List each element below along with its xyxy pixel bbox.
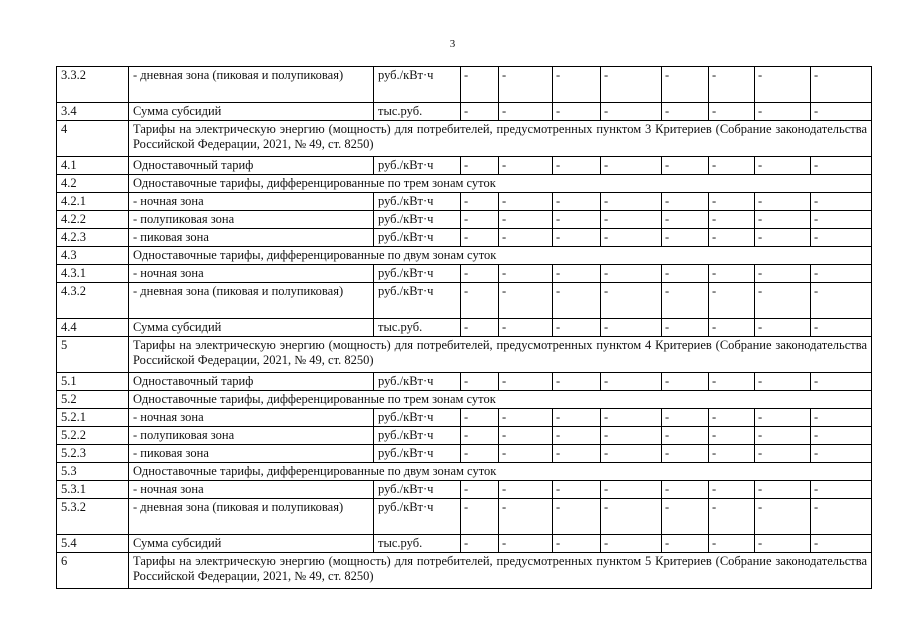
value-cell: - xyxy=(811,67,872,103)
row-unit: руб./кВт·ч xyxy=(374,265,461,283)
value-cell: - xyxy=(709,157,755,175)
value-cell: - xyxy=(755,535,811,553)
section-title: Тарифы на электрическую энергию (мощность) для потребителей, предусмотренных пунктом 4 Критериев (Собрание законодательства Российской Федерации, 2021, № 49, ст. 8250) xyxy=(129,337,872,373)
table-row xyxy=(57,103,872,121)
value-cell: - xyxy=(811,103,872,121)
value-cell: - xyxy=(662,103,709,121)
value-cell: - xyxy=(662,283,709,319)
row-name: - полупиковая зона xyxy=(129,211,374,229)
row-number: 4 xyxy=(57,121,129,157)
value-cell: - xyxy=(601,535,662,553)
row-number: 5.3.1 xyxy=(57,481,129,499)
row-unit: руб./кВт·ч xyxy=(374,67,461,103)
value-cell: - xyxy=(811,445,872,463)
row-unit: руб./кВт·ч xyxy=(374,211,461,229)
value-cell: - xyxy=(755,481,811,499)
value-cell: - xyxy=(662,193,709,211)
page-number: 3 xyxy=(449,38,456,50)
value-cell: - xyxy=(601,103,662,121)
table-row xyxy=(57,481,872,499)
section-row xyxy=(57,175,872,193)
row-unit: тыс.руб. xyxy=(374,103,461,121)
value-cell: - xyxy=(601,409,662,427)
value-cell: - xyxy=(755,373,811,391)
row-name: - ночная зона xyxy=(129,481,374,499)
table-row xyxy=(57,319,872,337)
value-cell: - xyxy=(755,319,811,337)
value-cell: - xyxy=(755,409,811,427)
value-cell: - xyxy=(811,427,872,445)
row-number: 4.2.2 xyxy=(57,211,129,229)
value-cell: - xyxy=(662,373,709,391)
row-name: - ночная зона xyxy=(129,409,374,427)
value-cell: - xyxy=(811,373,872,391)
value-cell: - xyxy=(499,211,553,229)
section-row xyxy=(57,337,872,373)
row-number: 6 xyxy=(57,553,129,589)
value-cell: - xyxy=(499,67,553,103)
value-cell: - xyxy=(499,445,553,463)
row-name: - пиковая зона xyxy=(129,229,374,247)
value-cell: - xyxy=(601,229,662,247)
section-row xyxy=(57,463,872,481)
value-cell: - xyxy=(601,67,662,103)
row-name: Сумма субсидий xyxy=(129,103,374,121)
value-cell: - xyxy=(709,445,755,463)
value-cell: - xyxy=(461,211,499,229)
row-number: 5.2 xyxy=(57,391,129,409)
tariff-table xyxy=(56,66,872,589)
table-row xyxy=(57,193,872,211)
value-cell: - xyxy=(755,157,811,175)
table-row xyxy=(57,499,872,535)
value-cell: - xyxy=(755,265,811,283)
row-unit: руб./кВт·ч xyxy=(374,427,461,445)
value-cell: - xyxy=(553,67,601,103)
row-number: 4.3.2 xyxy=(57,283,129,319)
value-cell: - xyxy=(461,373,499,391)
value-cell: - xyxy=(709,427,755,445)
row-unit: руб./кВт·ч xyxy=(374,445,461,463)
row-unit: руб./кВт·ч xyxy=(374,193,461,211)
section-title: Одноставочные тарифы, дифференцированные по двум зонам суток xyxy=(129,463,872,481)
value-cell: - xyxy=(461,535,499,553)
row-number: 4.3 xyxy=(57,247,129,265)
value-cell: - xyxy=(553,229,601,247)
value-cell: - xyxy=(461,229,499,247)
value-cell: - xyxy=(662,211,709,229)
value-cell: - xyxy=(755,283,811,319)
section-row xyxy=(57,391,872,409)
value-cell: - xyxy=(553,193,601,211)
section-row xyxy=(57,121,872,157)
value-cell: - xyxy=(662,427,709,445)
value-cell: - xyxy=(553,427,601,445)
value-cell: - xyxy=(709,67,755,103)
value-cell: - xyxy=(553,283,601,319)
row-unit: руб./кВт·ч xyxy=(374,229,461,247)
value-cell: - xyxy=(499,283,553,319)
value-cell: - xyxy=(601,373,662,391)
value-cell: - xyxy=(601,193,662,211)
value-cell: - xyxy=(662,319,709,337)
section-title: Одноставочные тарифы, дифференцированные по трем зонам суток xyxy=(129,175,872,193)
value-cell: - xyxy=(553,499,601,535)
value-cell: - xyxy=(709,481,755,499)
value-cell: - xyxy=(709,193,755,211)
row-number: 5.4 xyxy=(57,535,129,553)
value-cell: - xyxy=(499,373,553,391)
section-row xyxy=(57,247,872,265)
value-cell: - xyxy=(755,229,811,247)
value-cell: - xyxy=(811,193,872,211)
row-unit: руб./кВт·ч xyxy=(374,499,461,535)
value-cell: - xyxy=(553,211,601,229)
row-number: 5.3 xyxy=(57,463,129,481)
row-number: 5.3.2 xyxy=(57,499,129,535)
value-cell: - xyxy=(461,409,499,427)
value-cell: - xyxy=(709,535,755,553)
row-number: 4.1 xyxy=(57,157,129,175)
value-cell: - xyxy=(662,481,709,499)
value-cell: - xyxy=(755,427,811,445)
table-row xyxy=(57,265,872,283)
row-unit: руб./кВт·ч xyxy=(374,481,461,499)
table-row xyxy=(57,229,872,247)
value-cell: - xyxy=(662,535,709,553)
value-cell: - xyxy=(811,229,872,247)
value-cell: - xyxy=(499,103,553,121)
value-cell: - xyxy=(499,229,553,247)
table-row xyxy=(57,535,872,553)
value-cell: - xyxy=(811,409,872,427)
row-name: Сумма субсидий xyxy=(129,535,374,553)
value-cell: - xyxy=(709,229,755,247)
value-cell: - xyxy=(811,157,872,175)
value-cell: - xyxy=(461,499,499,535)
value-cell: - xyxy=(601,427,662,445)
value-cell: - xyxy=(601,157,662,175)
value-cell: - xyxy=(601,211,662,229)
value-cell: - xyxy=(811,265,872,283)
value-cell: - xyxy=(709,211,755,229)
value-cell: - xyxy=(499,535,553,553)
row-name: - ночная зона xyxy=(129,193,374,211)
value-cell: - xyxy=(461,157,499,175)
value-cell: - xyxy=(755,445,811,463)
value-cell: - xyxy=(811,535,872,553)
value-cell: - xyxy=(662,445,709,463)
value-cell: - xyxy=(662,265,709,283)
value-cell: - xyxy=(461,427,499,445)
value-cell: - xyxy=(662,157,709,175)
row-number: 3.4 xyxy=(57,103,129,121)
value-cell: - xyxy=(811,481,872,499)
value-cell: - xyxy=(461,283,499,319)
value-cell: - xyxy=(553,373,601,391)
row-name: Сумма субсидий xyxy=(129,319,374,337)
row-name: - дневная зона (пиковая и полупиковая) xyxy=(129,499,374,535)
value-cell: - xyxy=(499,409,553,427)
value-cell: - xyxy=(499,265,553,283)
row-unit: руб./кВт·ч xyxy=(374,373,461,391)
value-cell: - xyxy=(755,193,811,211)
value-cell: - xyxy=(499,499,553,535)
row-name: - дневная зона (пиковая и полупиковая) xyxy=(129,283,374,319)
value-cell: - xyxy=(601,481,662,499)
row-number: 4.2 xyxy=(57,175,129,193)
value-cell: - xyxy=(499,481,553,499)
section-title: Одноставочные тарифы, дифференцированные по трем зонам суток xyxy=(129,391,872,409)
table-row xyxy=(57,409,872,427)
table-row xyxy=(57,427,872,445)
value-cell: - xyxy=(811,283,872,319)
value-cell: - xyxy=(553,445,601,463)
value-cell: - xyxy=(811,319,872,337)
value-cell: - xyxy=(811,211,872,229)
value-cell: - xyxy=(461,67,499,103)
value-cell: - xyxy=(461,319,499,337)
row-number: 4.2.1 xyxy=(57,193,129,211)
row-name: Одноставочный тариф xyxy=(129,157,374,175)
section-row xyxy=(57,553,872,589)
value-cell: - xyxy=(755,211,811,229)
value-cell: - xyxy=(553,481,601,499)
row-name: - пиковая зона xyxy=(129,445,374,463)
value-cell: - xyxy=(755,67,811,103)
value-cell: - xyxy=(601,265,662,283)
value-cell: - xyxy=(709,265,755,283)
value-cell: - xyxy=(709,283,755,319)
row-unit: тыс.руб. xyxy=(374,535,461,553)
value-cell: - xyxy=(461,265,499,283)
value-cell: - xyxy=(553,265,601,283)
value-cell: - xyxy=(601,445,662,463)
value-cell: - xyxy=(553,535,601,553)
row-name: - дневная зона (пиковая и полупиковая) xyxy=(129,67,374,103)
row-unit: руб./кВт·ч xyxy=(374,409,461,427)
row-number: 5.2.2 xyxy=(57,427,129,445)
value-cell: - xyxy=(662,409,709,427)
value-cell: - xyxy=(461,445,499,463)
value-cell: - xyxy=(553,409,601,427)
value-cell: - xyxy=(553,157,601,175)
row-name: - ночная зона xyxy=(129,265,374,283)
value-cell: - xyxy=(553,319,601,337)
table-row xyxy=(57,445,872,463)
table-row xyxy=(57,373,872,391)
value-cell: - xyxy=(499,193,553,211)
value-cell: - xyxy=(461,193,499,211)
value-cell: - xyxy=(755,103,811,121)
table-row xyxy=(57,67,872,103)
table-row xyxy=(57,283,872,319)
value-cell: - xyxy=(709,499,755,535)
row-unit: руб./кВт·ч xyxy=(374,157,461,175)
row-number: 3.3.2 xyxy=(57,67,129,103)
value-cell: - xyxy=(499,157,553,175)
row-number: 4.3.1 xyxy=(57,265,129,283)
row-number: 5 xyxy=(57,337,129,373)
value-cell: - xyxy=(755,499,811,535)
table-row xyxy=(57,211,872,229)
value-cell: - xyxy=(662,67,709,103)
value-cell: - xyxy=(709,103,755,121)
value-cell: - xyxy=(662,229,709,247)
table-row xyxy=(57,157,872,175)
value-cell: - xyxy=(709,319,755,337)
value-cell: - xyxy=(811,499,872,535)
row-number: 4.2.3 xyxy=(57,229,129,247)
row-number: 5.2.3 xyxy=(57,445,129,463)
section-title: Одноставочные тарифы, дифференцированные по двум зонам суток xyxy=(129,247,872,265)
value-cell: - xyxy=(601,283,662,319)
value-cell: - xyxy=(499,427,553,445)
row-name: - полупиковая зона xyxy=(129,427,374,445)
value-cell: - xyxy=(709,409,755,427)
value-cell: - xyxy=(709,373,755,391)
section-title: Тарифы на электрическую энергию (мощность) для потребителей, предусмотренных пунктом 3 Критериев (Собрание законодательства Российской Федерации, 2021, № 49, ст. 8250) xyxy=(129,121,872,157)
row-unit: руб./кВт·ч xyxy=(374,283,461,319)
value-cell: - xyxy=(499,319,553,337)
row-number: 5.1 xyxy=(57,373,129,391)
value-cell: - xyxy=(601,319,662,337)
section-title: Тарифы на электрическую энергию (мощность) для потребителей, предусмотренных пунктом 5 Критериев (Собрание законодательства Российской Федерации, 2021, № 49, ст. 8250) xyxy=(129,553,872,589)
value-cell: - xyxy=(553,103,601,121)
row-name: Одноставочный тариф xyxy=(129,373,374,391)
row-unit: тыс.руб. xyxy=(374,319,461,337)
row-number: 5.2.1 xyxy=(57,409,129,427)
row-number: 4.4 xyxy=(57,319,129,337)
value-cell: - xyxy=(662,499,709,535)
value-cell: - xyxy=(601,499,662,535)
value-cell: - xyxy=(461,481,499,499)
value-cell: - xyxy=(461,103,499,121)
